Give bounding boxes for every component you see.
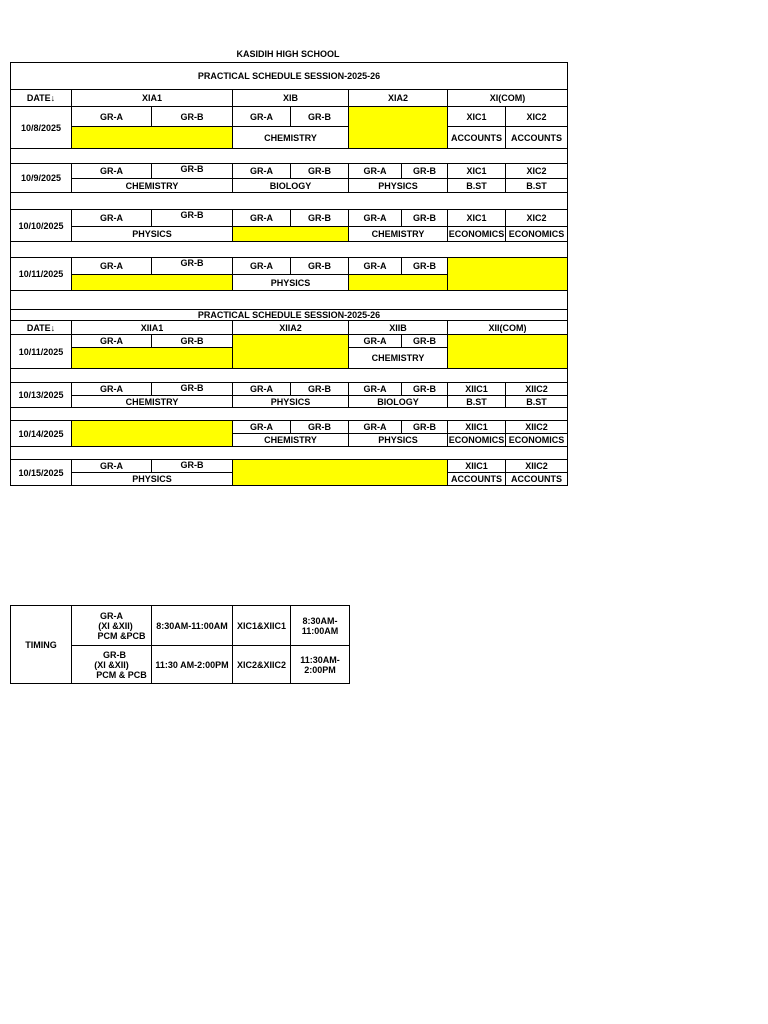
subject-cell: B.ST <box>506 179 568 193</box>
section-label: XIC1 <box>448 107 506 127</box>
section-label: XIC2 <box>506 210 568 227</box>
section-label: XIIC2 <box>506 383 568 396</box>
section-label: XIIC2 <box>506 421 568 434</box>
spacer-row <box>11 149 568 164</box>
group-label: GR-A <box>233 107 291 127</box>
group-b-name: GR-B <box>103 649 126 660</box>
class-header: XIIA2 <box>233 321 349 335</box>
section-label: XIIC1 <box>448 421 506 434</box>
group-b-time: 11:30 AM-2:00PM <box>152 646 233 684</box>
empty-highlight-cell <box>233 460 448 486</box>
subject-cell: ACCOUNTS <box>448 473 506 486</box>
section-label: XIIC2 <box>506 460 568 473</box>
group-label: GR-A <box>349 383 402 396</box>
subject-cell: CHEMISTRY <box>349 348 448 369</box>
group-label: GR-B <box>152 258 233 275</box>
group-label: GR-A <box>72 107 152 127</box>
section-label: XIC2 <box>506 164 568 179</box>
subject-cell: B.ST <box>506 396 568 408</box>
timing-label: TIMING <box>11 606 72 684</box>
group-label: GR-B <box>402 258 448 275</box>
subject-cell: CHEMISTRY <box>349 227 448 242</box>
subject-cell: ECONOMICS <box>506 227 568 242</box>
group-label: GR-A <box>72 460 152 473</box>
class-header: XIA1 <box>72 90 233 107</box>
group-a-time: 8:30AM-11:00AM <box>152 606 233 646</box>
spacer-row <box>11 193 568 210</box>
group-b-streams: PCM & PCB <box>96 669 147 680</box>
date-cell: 10/13/2025 <box>11 383 72 408</box>
section-label: XIC2 <box>506 107 568 127</box>
group-label: GR-B <box>402 335 448 348</box>
spacer-row <box>11 369 568 383</box>
commerce-group-2: XIC2&XIIC2 <box>233 646 291 684</box>
group-label: GR-A <box>349 164 402 179</box>
section-label: XIIC1 <box>448 460 506 473</box>
group-label: GR-B <box>152 210 233 227</box>
group-a-classes: (XI &XII) <box>98 620 133 631</box>
group-label: GR-B <box>291 421 349 434</box>
group-b-description <box>72 646 152 684</box>
subject-cell: CHEMISTRY <box>233 434 349 447</box>
group-label: GR-A <box>349 210 402 227</box>
spacer-row <box>11 408 568 421</box>
subject-cell: CHEMISTRY <box>72 179 233 193</box>
group-label: GR-B <box>291 164 349 179</box>
empty-highlight-cell <box>72 127 233 149</box>
group-label: GR-B <box>152 164 233 179</box>
group-a-streams: PCM &PCB <box>97 630 146 641</box>
subject-cell: ACCOUNTS <box>506 127 568 149</box>
subject-cell: B.ST <box>448 179 506 193</box>
group-label: GR-A <box>72 210 152 227</box>
school-name: KASIDIH HIGH SCHOOL <box>236 49 340 59</box>
subject-cell: ECONOMICS <box>506 434 568 447</box>
group-label: GR-B <box>291 107 349 127</box>
group-label: GR-B <box>152 335 233 348</box>
empty-highlight-cell <box>349 275 448 291</box>
date-header: DATE↓ <box>11 90 72 107</box>
date-cell: 10/11/2025 <box>11 335 72 369</box>
date-cell: 10/11/2025 <box>11 258 72 291</box>
group-label: GR-A <box>233 421 291 434</box>
empty-highlight-cell <box>233 227 349 242</box>
group-label: GR-A <box>72 383 152 396</box>
section-label: XIC1 <box>448 164 506 179</box>
group-label: GR-B <box>152 460 233 473</box>
subject-cell: B.ST <box>448 396 506 408</box>
group-label: GR-A <box>233 210 291 227</box>
spacer-row <box>11 242 568 258</box>
subject-cell: ACCOUNTS <box>506 473 568 486</box>
subject-cell: ECONOMICS <box>448 435 505 445</box>
group-label: GR-A <box>349 421 402 434</box>
empty-highlight-cell <box>448 258 568 291</box>
timing-table <box>10 605 350 684</box>
group-label: GR-B <box>291 258 349 275</box>
class-header: XIIA1 <box>72 321 233 335</box>
commerce-group-1-time: 8:30AM-11:00AM <box>291 606 350 646</box>
group-label: GR-B <box>291 210 349 227</box>
subject-cell: ECONOMICS <box>448 227 506 242</box>
group-label: GR-B <box>402 164 448 179</box>
subject-cell: PHYSICS <box>349 179 448 193</box>
subject-cell: PHYSICS <box>233 275 349 291</box>
subject-cell: BIOLOGY <box>349 396 448 408</box>
date-cell: 10/14/2025 <box>11 421 72 447</box>
group-label: GR-B <box>402 210 448 227</box>
subject-cell: CHEMISTRY <box>72 396 233 408</box>
empty-highlight-cell <box>448 335 568 369</box>
group-label: GR-B <box>402 383 448 396</box>
date-cell: 10/8/2025 <box>11 107 72 149</box>
group-label: GR-A <box>233 383 291 396</box>
class-header: XIIB <box>349 321 448 335</box>
group-label: GR-B <box>291 383 349 396</box>
practical-schedule-table <box>10 62 568 486</box>
date-cell: 10/10/2025 <box>11 210 72 242</box>
group-label: GR-B <box>402 421 448 434</box>
empty-highlight-cell <box>72 421 233 447</box>
subject-cell: BIOLOGY <box>233 179 349 193</box>
date-cell: 10/9/2025 <box>11 164 72 193</box>
empty-highlight-cell <box>233 335 349 369</box>
group-b-classes: (XI &XII) <box>94 659 129 670</box>
section-label: XIIC1 <box>448 383 506 396</box>
group-label: GR-A <box>72 258 152 275</box>
group-label: GR-A <box>349 258 402 275</box>
subject-cell: CHEMISTRY <box>233 127 349 149</box>
class-header: XIB <box>233 90 349 107</box>
empty-highlight-cell <box>349 107 448 149</box>
empty-highlight-cell <box>72 275 233 291</box>
group-label: GR-A <box>72 335 152 348</box>
date-cell: 10/15/2025 <box>11 460 72 486</box>
subject-cell: PHYSICS <box>233 396 349 408</box>
subject-cell: PHYSICS <box>72 227 233 242</box>
group-label: GR-A <box>349 335 402 348</box>
empty-highlight-cell <box>72 348 233 369</box>
class-header: XI(COM) <box>448 90 568 107</box>
spacer-row <box>11 291 568 310</box>
session-title: PRACTICAL SCHEDULE SESSION-2025-26 <box>11 310 568 321</box>
date-header: DATE↓ <box>11 321 72 335</box>
group-label: GR-B <box>152 107 233 127</box>
subject-cell: PHYSICS <box>349 434 448 447</box>
group-label: GR-A <box>233 164 291 179</box>
class-header: XIA2 <box>349 90 448 107</box>
group-label: GR-B <box>152 383 233 396</box>
group-a-description <box>72 606 152 646</box>
group-label: GR-A <box>233 258 291 275</box>
section-label: XIC1 <box>448 210 506 227</box>
group-label: GR-A <box>72 164 152 179</box>
commerce-group-1: XIC1&XIIC1 <box>233 606 291 646</box>
subject-cell: PHYSICS <box>72 473 233 486</box>
commerce-group-2-time: 11:30AM-2:00PM <box>291 646 350 684</box>
group-a-name: GR-A <box>100 610 123 621</box>
session-title: PRACTICAL SCHEDULE SESSION-2025-26 <box>11 63 568 90</box>
subject-cell: ACCOUNTS <box>448 127 506 149</box>
spacer-row <box>11 447 568 460</box>
class-header: XII(COM) <box>448 321 568 335</box>
